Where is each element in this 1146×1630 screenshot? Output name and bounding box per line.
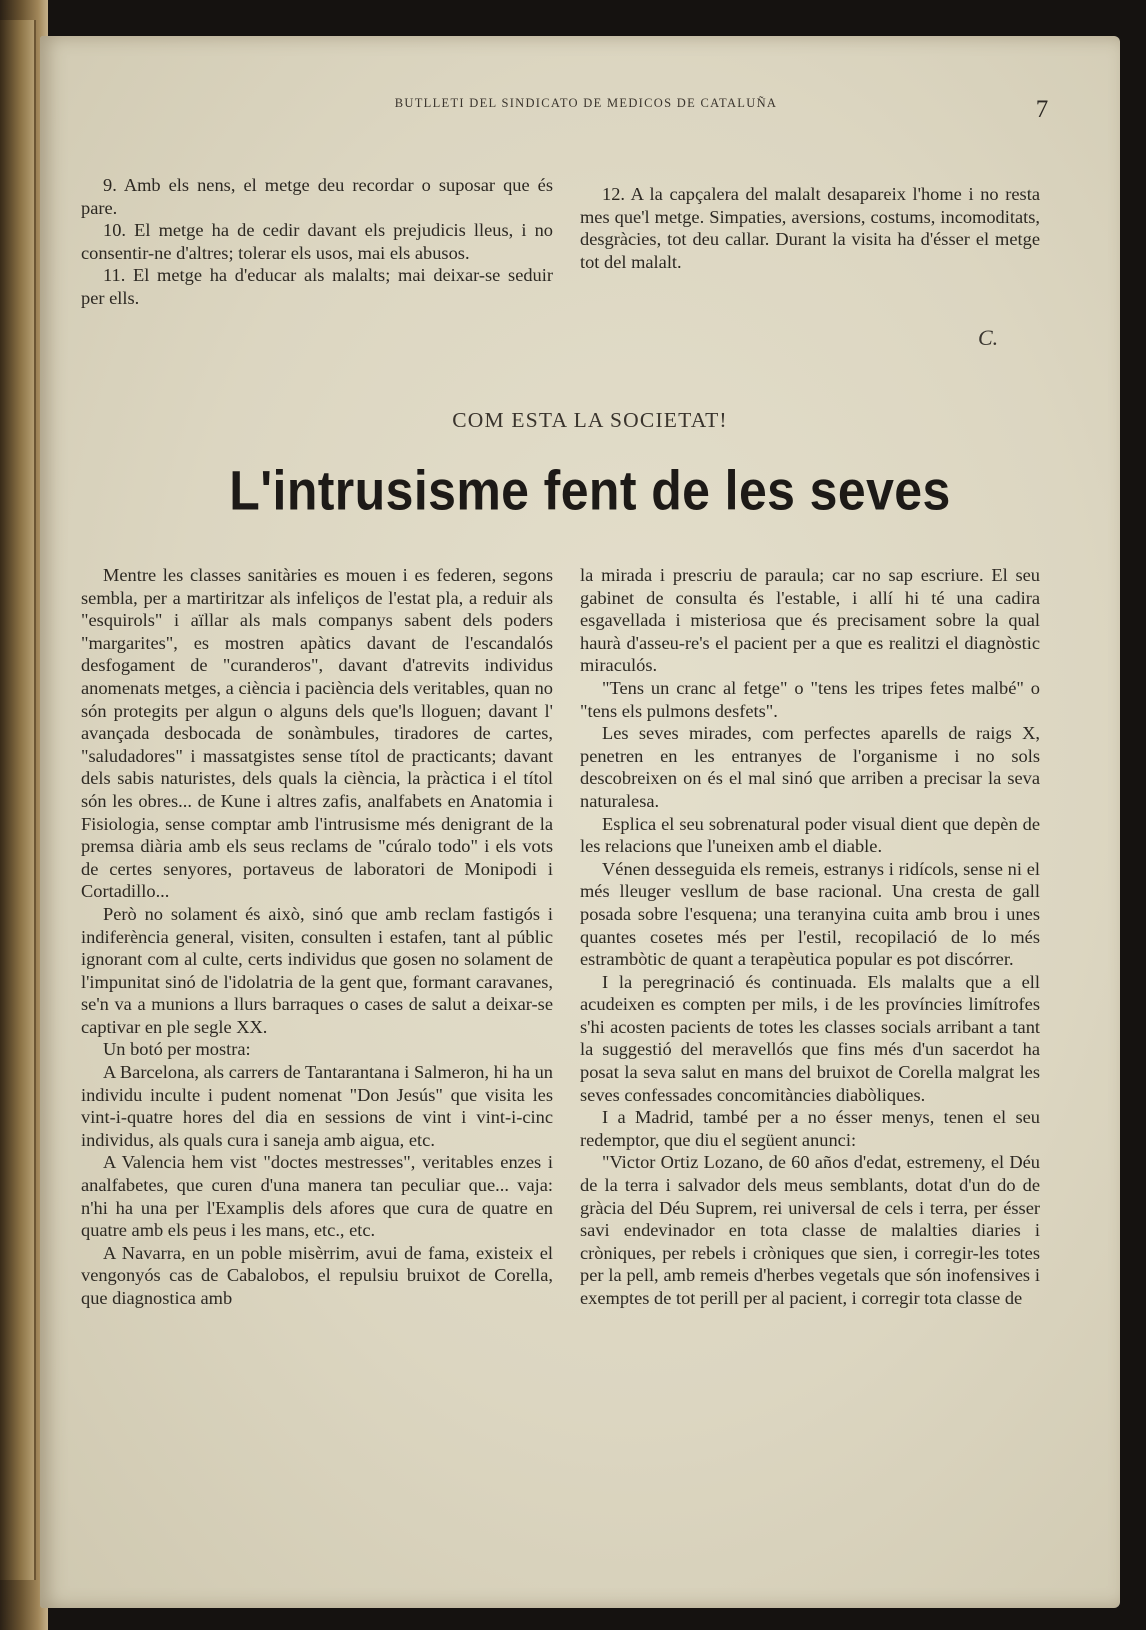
paragraph: A Valencia hem vist "doctes mestresses", veritables enzes i analfabetes, que curen d'una manera tan peculiar que... vaja: n'hi ha una per l'Examplis dels afores que cura de quatre en quatre amb els peus i les mans, etc., etc. bbox=[81, 1152, 553, 1241]
adjacent-page-edge bbox=[0, 20, 36, 1580]
paragraph: "Victor Ortiz Lozano, de 60 años d'edat, estremeny, el Déu de la terra i salvador dels meus semblants, dotat d'un do de gràcia del Déu Suprem, rei universal de cels i terra, per ésser savi endevinador en tota classe de malalties diaries i cròniques, per rebels i cròniques que sien, i corregir-les totes per la pell, amb remeis d'herbes vegetals que són inofensives i exemptes de tot perill per al pacient, i corregir tota classe de bbox=[580, 1152, 1040, 1308]
paragraph: A Barcelona, als carrers de Tantarantana i Salmeron, hi ha un individu inculte i pudent nomenat "Don Jesús" que visita les vint-i-quatre hores del dia en sessions de vint i vint-i-cinc individus, als quals cura i saneja amb aigua, etc. bbox=[81, 1062, 553, 1150]
running-header: BUTLLETI DEL SINDICATO DE MEDICOS DE CATALUÑA bbox=[394, 96, 778, 110]
section-heading: COM ESTA LA SOCIETAT! bbox=[452, 408, 728, 432]
paragraph: I la peregrinació és continuada. Els malalts que a ell acudeixen es compten per mils, i de les províncies limítrofes s'hi acosten pacients de totes les classes socials arribant a tant la suggestió del meravellós que fins més d'un sacerdot ha posat la seva salut en mans del bruixot de Corella malgrat les seves confessades concomitàncies diabòliques. bbox=[580, 971, 1040, 1105]
paragraph: Un botó per mostra: bbox=[103, 1039, 251, 1060]
paragraph: 10. El metge ha de cedir davant els prejudicis lleus, i no consentir-ne d'altres; tolerar els usos, mai els abusos. bbox=[81, 220, 553, 263]
paragraph: I a Madrid, també per a no ésser menys, tenen el seu redemptor, que diu el següent anunci: bbox=[580, 1107, 1040, 1150]
previous-article-left-column bbox=[81, 174, 553, 310]
paragraph: 9. Amb els nens, el metge deu recordar o suposar que és pare. bbox=[81, 175, 553, 218]
paragraph: Vénen desseguida els remeis, estranys i ridícols, sense ni el més lleuger vesllum de base racional. Una cresta de gall posada sobre l'esquena; una teranyina cuita amb brou i unes quantes cosetes més per l'estil, recopilació de lo més estrambòtic de quant a terapèutica popular es pot discórrer. bbox=[580, 858, 1040, 970]
author-signature: C. bbox=[978, 325, 999, 350]
article-right-column bbox=[580, 564, 1040, 1310]
paragraph: Esplica el seu sobrenatural poder visual dient que depèn de les relacions que l'uneixen amb el diable. bbox=[580, 813, 1040, 857]
paragraph: "Tens un cranc al fetge" o "tens les tripes fetes malbé" o "tens els pulmons desfets". bbox=[580, 677, 1040, 721]
previous-article-right-column bbox=[580, 183, 1040, 273]
paragraph: 12. A la capçalera del malalt desapareix l'home i no resta mes que'l metge. Simpaties, aversions, costums, incomoditats, desgràcies, tot deu callar. Durant la visita ha d'ésser el metge tot del malalt. bbox=[580, 184, 1040, 272]
article-title: L'intrusisme fent de les seves bbox=[229, 459, 951, 522]
page-number: 7 bbox=[1035, 96, 1049, 123]
paragraph: Mentre les classes sanitàries es mouen i es federen, segons sembla, per a martiritzar als infeliços de l'estat pla, a reduir als "esquirols" i aïllar als mals companys sabent dels poders "margarites", es mostren apàtics davant de l'escandalós desfogament de "curanderos", davant d'atrevits individus anomenats metges, a ciència i paciència dels veritables, quan no són protegits per algun o alguns dels que'ls lloguen; davant l' avançada desbocada de sonàmbules, tiradores de cartes, "saludadores" i massatgistes sense títol de practicants; davant dels sabis naturistes, dels quals la ciència, la pràctica i el títol són les obres... de Kune i altres zafis, analfabets en Anatomia i Fisiologia, sense comptar amb l'intrusisme més denigrant de la premsa diària amb els seus reclams de "cúralo todo" i els vots de certes senyores, portaveus de laboratori de Monipodi i Cortadillo... bbox=[81, 565, 553, 902]
paragraph: la mirada i prescriu de paraula; car no sap escriure. El seu gabinet de consulta és l'estable, i allí hi té una cadira esgavellada i misteriosa que és precisament sobre la qual haurà d'asseu-re's el pacient per a que es realitzi el diagnòstic miraculós. bbox=[580, 565, 1040, 676]
article-left-column bbox=[81, 564, 553, 1310]
paragraph: Les seves mirades, com perfectes aparells de raigs X, penetren en les entranyes de l'organisme i no sols descobreixen on és el mal sinó que arriben a precisar la seva naturalesa. bbox=[580, 723, 1040, 811]
paragraph: Però no solament és això, sinó que amb reclam fastigós i indiferència general, visiten, consulten i estafen, tant al públic ignorant com al culte, certs individus que gosen no solament de l'impunitat sinó de l'idolatria de la gent que, formant caravanes, se'n va a munions a llurs barraques o cases de salut a deixar-se captivar en ple segle XX. bbox=[81, 903, 553, 1037]
paragraph: 11. El metge ha d'educar als malalts; mai deixar-se seduir per ells. bbox=[81, 265, 553, 308]
paragraph: A Navarra, en un poble misèrrim, avui de fama, existeix el vengonyós cas de Cabalobos, el repulsiu bruixot de Corella, que diagnostica amb bbox=[81, 1242, 553, 1308]
